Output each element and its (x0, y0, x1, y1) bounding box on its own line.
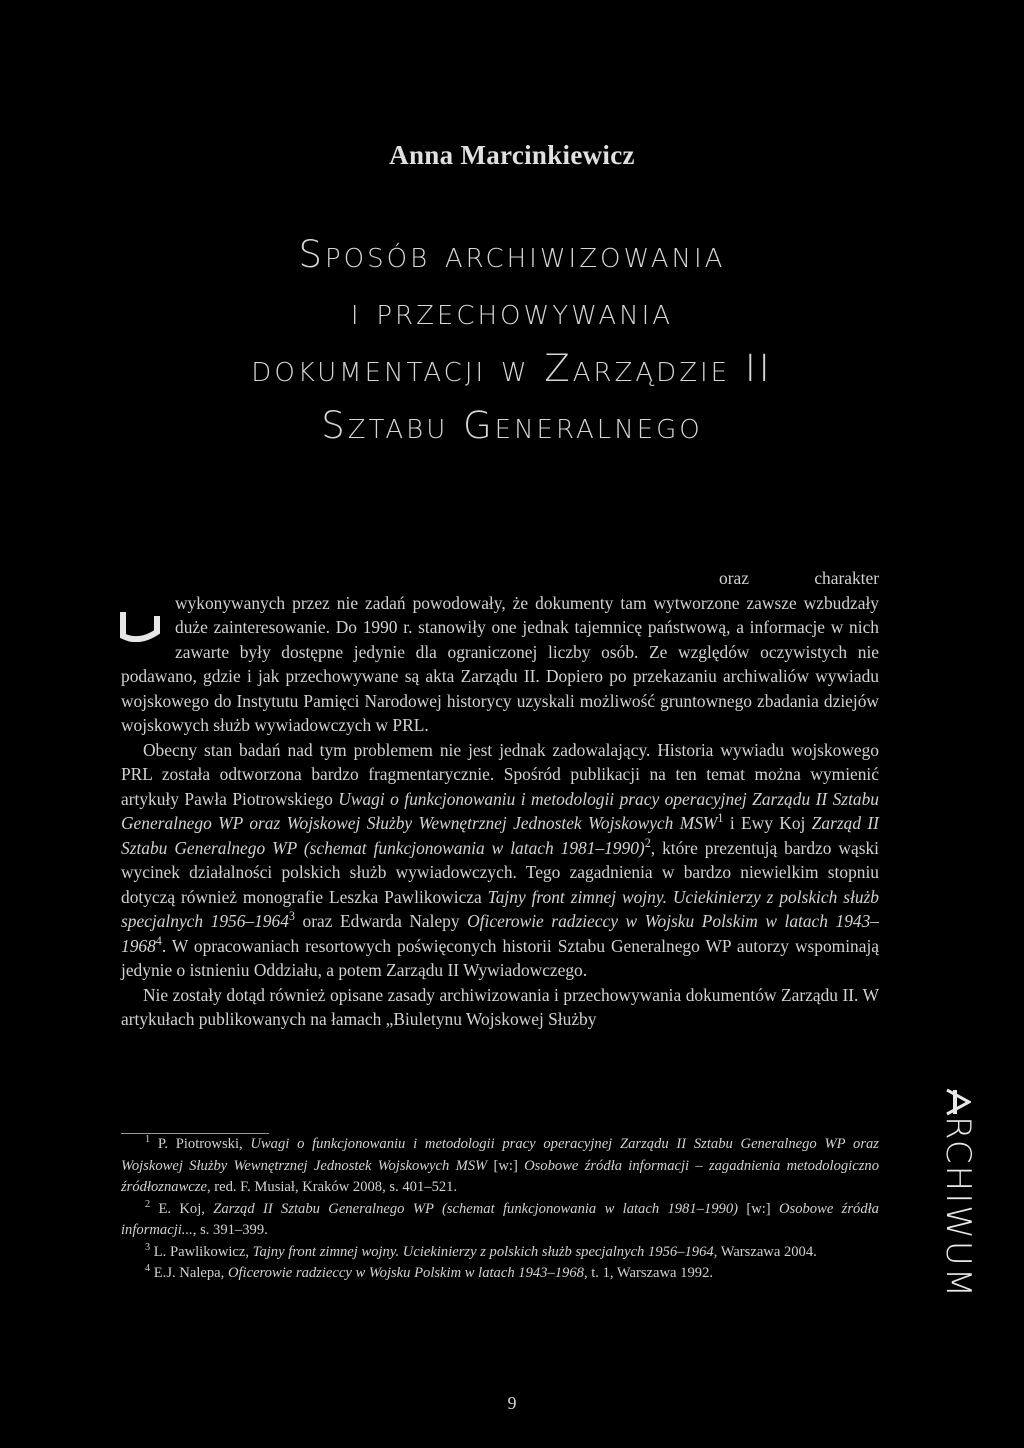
cited-title: Uwagi o funkcjonowaniu i metodologii pracy operacyjnej Zarządu II Sztabu Generalnego WP oraz Wojskowej Służby Wewnętrznej Jednostek Wojskowych MSW (121, 788, 879, 833)
article-body (121, 566, 879, 1032)
paragraph-text: oraz Edwarda Nalepy (302, 911, 460, 931)
title-line: Sztabu Generalnego (321, 404, 703, 447)
footnote-mark: 2 (644, 835, 651, 850)
cited-title: Zarząd II Sztabu Generalnego WP (schemat funkcjonowania w latach 1981–1990) (121, 813, 879, 858)
footnote: $^4$ E.J. Nalepa, Oficerowie radzieccy w Wojsku Polskim w latach 1943–1968, t. 1, Warszawa 1992. (145, 1263, 714, 1281)
paragraph-text: Nie zostały dotąd również opisane zasady archiwizowania i przechowywania dokumentów Zarządu II. W artykułach publikowanych na łamach „Biuletynu Wojskowej Służby (121, 984, 879, 1029)
footnote-mark: 4 (155, 933, 162, 948)
author-name: Anna Marcinkiewicz (389, 140, 635, 170)
footnote: $^2$ E. Koj, Zarząd II Sztabu Generalnego WP (schemat funkcjonowania w latach 1981–1990) [w:] Osobowe źródła informacji..., s. 391–399. (121, 1198, 879, 1238)
paragraph (121, 738, 879, 983)
footnote-mark: 3 (288, 909, 295, 924)
archiwum-logo-text: RCHIWUM (938, 1088, 978, 1299)
title-line: dokumentacji w Zarządzie II (251, 347, 773, 390)
paragraph (121, 566, 879, 738)
cited-title: Oficerowie radzieccy w Wojsku Polskim w latach 1943–1968 (121, 911, 879, 956)
footnotes (121, 1134, 879, 1285)
paragraph (121, 983, 879, 1032)
article-title (0, 226, 1024, 454)
footnote-mark: 1 (717, 811, 724, 826)
drop-cap-ornament (121, 566, 173, 641)
paragraph-text: Obecny stan badań nad tym problemem nie jest jednak zadowalający. Historia wywiadu wojskowego PRL została odtworzona bardzo fragmentarycznie. Spośród publikacji na ten temat można wymienić artykuły Pawła Piotrowskiego (121, 739, 879, 809)
paragraph-text: i Ewy Koj (729, 813, 806, 833)
cited-title: Tajny front zimnej wojny. Uciekinierzy z polskich służb specjalnych 1956–1964 (121, 886, 879, 931)
page-number: 9 (507, 1393, 517, 1413)
logo-a-icon (945, 1088, 971, 1116)
paragraph-text: , które prezentują bardzo wąski wycinek działalności polskich służb wywiadowczych. Tego zagadnienia w bardzo niewielkim stopniu dotyczą również monografie Leszka Pawlikowicza (121, 837, 879, 907)
footnote: $^3$ L. Pawlikowicz, Tajny front zimnej wojny. Uciekinierzy z polskich służb specjalnych 1956–1964, Warszawa 2004. (145, 1241, 817, 1260)
title-line: i przechowywania (350, 290, 674, 333)
paragraph-text: oraz charakter wykonywanych przez nie zadań powodowały, że dokumenty tam wytworzone zawsze wzbudzały duże zainteresowanie. Do 1990 r. stanowiły one jednak tajemnicę państwową, a informacje w nich zawarte były dostępne jedynie dla ograniczonej liczby osób. Ze względów oczywistych nie podawano, gdzie i jak przechowywane są akta Zarządu II. Dopiero po przekazaniu archiwaliów wywiadu wojskowego do Instytutu Pamięci Narodowej historycy uzyskali możliwość gruntownego zbadania dziejów wojskowych służb wywiadowczych w PRL. (121, 568, 879, 735)
paragraph-text: . W opracowaniach resortowych poświęconych historii Sztabu Generalnego WP autorzy wspominają jedynie o istnieniu Oddziału, a potem Zarządu II Wywiadowczego. (121, 935, 879, 980)
title-line: Sposób archiwizowania (298, 233, 726, 276)
archiwum-logo (938, 1088, 978, 1298)
footnote: $^1$ P. Piotrowski, Uwagi o funkcjonowaniu i metodologii pracy operacyjnej Zarządu II Sztabu Generalnego WP oraz Wojskowej Służby Wewnętrznej Jednostek Wojskowych MSW [w:] Osobowe źródła informacji – zagadnienia metodologiczno źródłoznawcze, red. F. Musiał, Kraków 2008, s. 401–521. (121, 1134, 879, 1195)
